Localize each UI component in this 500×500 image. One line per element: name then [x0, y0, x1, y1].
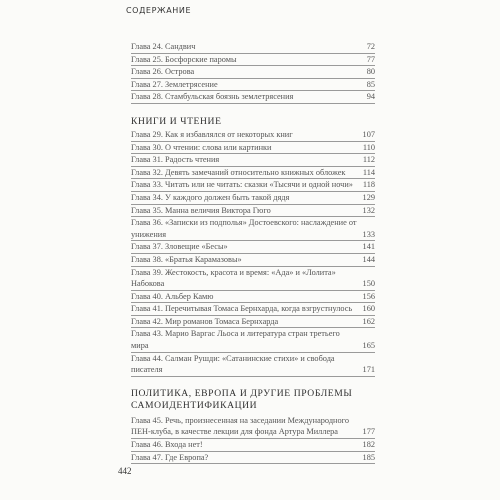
- toc-divider: [131, 103, 375, 104]
- toc-entry-page: 80: [366, 67, 375, 77]
- toc-entry: [131, 79, 375, 91]
- toc-entry-title: Глава 34. У каждого должен быть такой дядя: [131, 192, 290, 202]
- toc-entry-page: 156: [362, 291, 375, 301]
- toc-entry-page: 110: [362, 142, 375, 152]
- toc-entry: [131, 192, 375, 204]
- toc-group-politics: [131, 415, 375, 464]
- toc-entry-page: 77: [366, 54, 375, 64]
- toc-entry-page: 177: [362, 427, 375, 437]
- section-heading-politics: ПОЛИТИКА, ЕВРОПА И ДРУГИЕ ПРОБЛЕМЫ САМОИДЕНТИФИКАЦИИ: [131, 387, 353, 411]
- toc-entry: [131, 41, 375, 53]
- toc-entry: [131, 452, 375, 464]
- toc-entry-title: Глава 40. Альбер Камю: [131, 291, 214, 301]
- toc-entry-title: Глава 24. Сандвич: [131, 42, 196, 51]
- toc-entry-title: Глава 33. Читать или не читать: сказки «Тысячи и одной ночи»: [131, 180, 353, 190]
- toc-entry: [131, 66, 375, 78]
- section-heading-books: КНИГИ И ЧТЕНИЕ: [131, 115, 222, 127]
- toc-entry-page: 107: [362, 129, 375, 139]
- toc-entry-page: 94: [366, 92, 375, 102]
- toc-entry-page: 150: [362, 279, 375, 289]
- toc-entry: [131, 167, 375, 179]
- toc-entry: [131, 179, 375, 191]
- toc-entry-page: 114: [362, 167, 375, 177]
- toc-entry-title: Глава 30. О чтении: слова или картинки: [131, 142, 272, 152]
- toc-entry: [131, 217, 375, 240]
- toc-entry: [131, 142, 375, 154]
- toc-entry: [131, 439, 375, 451]
- toc-entry: [131, 129, 375, 141]
- toc-entry-page: 171: [362, 365, 375, 375]
- toc-entry-page: 72: [366, 42, 375, 51]
- toc-entry-title: Глава 32. Девять замечаний относительно книжных обложек: [131, 167, 346, 177]
- toc-entry-page: 85: [366, 79, 375, 89]
- toc-entry: [131, 254, 375, 266]
- toc-entry-title: Глава 38. «Братья Карамазовы»: [131, 254, 242, 264]
- toc-entry-page: 133: [362, 229, 375, 239]
- toc-entry-title: Глава 26. Острова: [131, 67, 195, 77]
- toc-entry: [131, 353, 375, 376]
- toc-entry-page: 112: [362, 155, 375, 165]
- toc-entry-title: Глава 31. Радость чтения: [131, 155, 220, 165]
- toc-entry-title: Глава 47. Где Европа?: [131, 452, 209, 462]
- toc-entry-title: Глава 44. Салман Рушди: «Сатанинские стихи» и свобода писателя: [131, 353, 335, 375]
- toc-entry-title: Глава 41. Перечитывая Томаса Бернхарда, когда взгрустнулось: [131, 304, 353, 314]
- toc-entry-title: Глава 39. Жестокость, красота и время: «Ада» и «Лолита» Набокова: [131, 267, 336, 289]
- toc-entry-page: 182: [362, 440, 375, 450]
- toc-entry: [131, 54, 375, 66]
- toc-entry-title: Глава 42. Мир романов Томаса Бернхарда: [131, 316, 279, 326]
- toc-group-travel: [131, 41, 375, 104]
- toc-entry-title: Глава 25. Босфорские паромы: [131, 54, 237, 64]
- toc-entry-page: 185: [362, 452, 375, 462]
- page-number: 442: [118, 466, 132, 476]
- toc-entry: [131, 205, 375, 217]
- running-head: СОДЕРЖАНИЕ: [126, 6, 192, 15]
- toc-entry-page: 141: [362, 242, 375, 252]
- toc-entry-page: 118: [362, 180, 375, 190]
- toc-entry-page: 129: [362, 192, 375, 202]
- toc-entry-title: Глава 37. Зловещие «Бесы»: [131, 242, 228, 252]
- toc-entry: [131, 154, 375, 166]
- toc-entry: [131, 91, 375, 103]
- toc-entry-page: 165: [362, 341, 375, 351]
- toc-entry-page: 162: [362, 316, 375, 326]
- toc-divider: [131, 376, 375, 377]
- toc-entry: [131, 316, 375, 328]
- toc-entry: [131, 267, 375, 290]
- toc-group-books: [131, 129, 375, 377]
- toc-entry: [131, 241, 375, 253]
- toc-entry-title: Глава 36. «Записки из подполья» Достоевского: наслаждение от унижения: [131, 218, 357, 239]
- toc-entry-title: Глава 27. Землетрясение: [131, 79, 218, 89]
- toc-entry-page: 144: [362, 254, 375, 264]
- toc-entry-page: 132: [362, 205, 375, 215]
- toc-entry-page: 160: [362, 304, 375, 314]
- toc-divider: [131, 463, 375, 464]
- toc-entry: [131, 291, 375, 303]
- table-of-contents: [131, 41, 375, 464]
- toc-entry-title: Глава 29. Как я избавлялся от некоторых книг: [131, 129, 293, 139]
- toc-entry: [131, 303, 375, 315]
- toc-entry-title: Глава 45. Речь, произнесенная на заседании Международного ПЕН-клуба, в качестве лекции для фонда Артура Миллера: [131, 415, 349, 437]
- toc-entry: [131, 328, 375, 351]
- toc-entry-title: Глава 43. Марио Варгас Льоса и литература стран третьего мира: [131, 329, 340, 351]
- toc-entry-title: Глава 46. Входа нет!: [131, 440, 203, 450]
- toc-entry: [131, 415, 375, 438]
- toc-entry-title: Глава 28. Стамбульская боязнь землетрясения: [131, 92, 294, 102]
- toc-entry-title: Глава 35. Манна величия Виктора Гюго: [131, 205, 271, 215]
